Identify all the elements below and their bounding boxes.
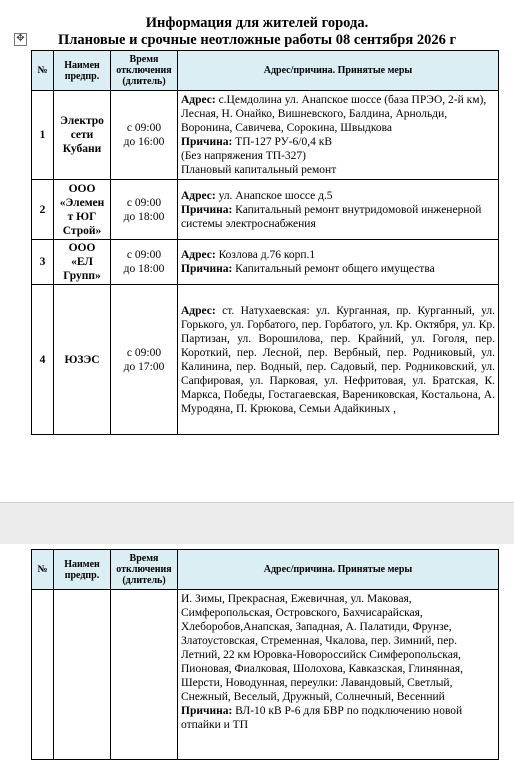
address-label: Адрес: [181, 249, 216, 261]
row-address-cell[interactable] [178, 285, 499, 435]
document-title: Информация для жителей города. [145, 15, 369, 31]
time-to: до 18:00 [123, 263, 165, 275]
header-time: Время отключения (длитель) [111, 550, 178, 590]
time-from: с 09:00 [126, 249, 162, 261]
time-to: до 18:00 [123, 210, 165, 223]
header-org: Наимен предпр. [54, 550, 111, 590]
time-to: до 17:00 [123, 360, 165, 373]
reason-text: Капитальный ремонт общего имущества [232, 263, 435, 275]
row-num: 3 [32, 240, 54, 285]
reason-label: Причина: [181, 705, 233, 717]
time-from: с 09:00 [126, 346, 162, 359]
row-org: ООО «ЕЛ Групп» [54, 240, 111, 285]
row-address-cell[interactable] [178, 180, 499, 240]
table-row [32, 180, 499, 240]
reason-label: Причина: [181, 136, 233, 148]
row-address-cell[interactable] [178, 590, 499, 760]
header-time: Время отключения (длитель) [111, 51, 178, 91]
reason-label: Причина: [181, 263, 233, 275]
address-text: ст. Натухаевская: ул. Курганная, пр. Курганный, ул. Горького, ул. Горбатого, пер. Горбатого, ул. Кр. Октября, ул. Кр. Партизан, ул. Ворошилова, пер. Крайний, ул. Гоголя, пер. Короткий, пер. Лесной, пер. Вербный, пер. Родниковый, ул. Калинина, пер. Водный, пер. Садовый, пер. Родниковский, ул. Сапфировая, ул. Парковая, ул. Нефритовая, ул. Братская, К. Маркса, Победы, Гостагаевская, Варениковская, Костальона, А. Муродяна, П. Крюкова, Семьи Адайкиных , [181, 304, 495, 415]
row-org: ООО «Элемен т ЮГ Строй» [54, 180, 111, 240]
time-to: до 16:00 [123, 136, 165, 148]
works-table [31, 50, 499, 435]
row-address-cell[interactable] [178, 91, 499, 180]
table-header-row [32, 550, 499, 590]
row-org [54, 590, 111, 760]
document-subtitle: Плановые и срочные неотложные работы 08 сентября 2026 г [57, 32, 457, 48]
works-table-continued [31, 549, 499, 760]
row-num: 4 [32, 285, 54, 435]
header-org: Наимен предпр. [54, 51, 111, 91]
time-from: с 09:00 [126, 122, 162, 134]
header-num: № [32, 550, 54, 590]
extra-note: (Без напряжения ТП-327) [181, 150, 307, 162]
header-address: Адрес/причина. Принятые меры [178, 550, 499, 590]
row-time [111, 285, 178, 435]
address-text: ул. Анапское шоссе д.5 [215, 189, 333, 202]
header-num: № [32, 51, 54, 91]
row-num: 1 [32, 91, 54, 180]
work-type: Плановый капитальный ремонт [181, 164, 337, 176]
address-label: Адрес: [181, 189, 216, 202]
address-text: с.Цемдолина ул. Анапское шоссе (база ПРЭО, 2-й км), Лесная, Н. Онайко, Вишневского, Балдина, Арнольди, Воронина, Савичева, Сорокина, Швыдкова [181, 94, 487, 134]
page-break-gap [0, 502, 514, 545]
reason-text: Капитальный ремонт внутридомовой инженерной системы электроснабжения [181, 203, 482, 230]
row-time [111, 240, 178, 285]
address-label: Адрес: [181, 94, 216, 106]
reason-text: ВЛ-10 кВ Р-6 для БВР по подключению новой отпайки и ТП [181, 705, 463, 731]
time-from: с 09:00 [126, 196, 162, 209]
address-continued-text: И. Зимы, Прекрасная, Ежевичная, ул. Маковая, Симферопольская, Островского, Бахчисарайская, Хлеборобов,Анапская, Западная, А. Палатиди, Фрунзе, Златоустовская, Стременная, Чкалова, пер. Зимний, пер. Летний, 22 км Юровка-Новороссийск Симферопольская, Пионовая, Фиалковая, Шолохова, Кавказская, Глинянная, Шерсти, Новодунная, переулки: Лавандовый, Светлый, Снежный, Веселый, Дружный, Солнечный, Весенний [181, 593, 463, 703]
reason-text: ТП-127 РУ-6/0,4 кВ [232, 136, 332, 148]
table-move-handle-icon[interactable]: ✥ [14, 33, 27, 46]
row-time [111, 180, 178, 240]
table-row [32, 240, 499, 285]
address-label: Адрес: [181, 304, 216, 317]
document-page-2 [0, 544, 514, 754]
row-address-cell[interactable] [178, 240, 499, 285]
row-time [111, 91, 178, 180]
table-row [32, 590, 499, 760]
table-row [32, 285, 499, 435]
reason-label: Причина: [181, 203, 233, 216]
row-org: ЮЗЭС [54, 285, 111, 435]
table-header-row [32, 51, 499, 91]
row-org: Электро сети Кубани [54, 91, 111, 180]
row-num: 2 [32, 180, 54, 240]
row-num [32, 590, 54, 760]
row-time [111, 590, 178, 760]
address-text: Козлова д.76 корп.1 [215, 249, 316, 261]
header-address: Адрес/причина. Принятые меры [178, 51, 499, 91]
table-row [32, 91, 499, 180]
